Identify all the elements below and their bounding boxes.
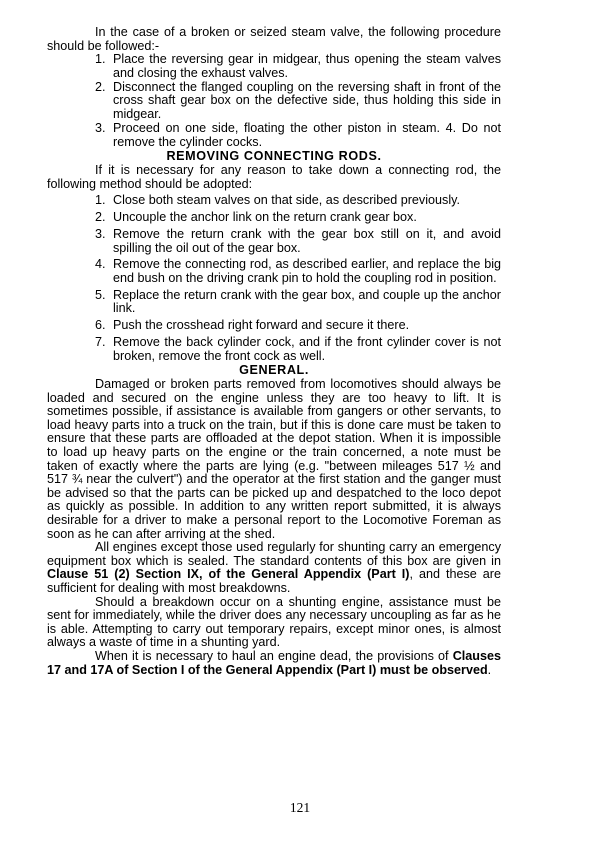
item-text: Uncouple the anchor link on the return crank gear box. (113, 210, 417, 225)
item-text: Place the reversing gear in midgear, thus opening the steam valves and closing the exhaust valves. (113, 52, 501, 80)
item-text: Close both steam valves on that side, as described previously. (113, 193, 460, 208)
paragraph-text: , and these are sufficient for dealing with most breakdowns. (47, 567, 501, 595)
page-number: 121 (289, 800, 311, 815)
clause-reference: Clause 51 (2) Section IX, of the General Appendix (Part I) (47, 567, 410, 582)
list-item (47, 81, 501, 122)
item-text: Proceed on one side, floating the other piston in steam. 4. Do not remove the cylinder cocks. (113, 121, 501, 149)
rod-steps (47, 194, 501, 363)
list-item (47, 258, 501, 285)
rods-heading: REMOVING CONNECTING RODS. (166, 149, 382, 164)
steam-valve-steps (47, 53, 501, 149)
list-item (47, 122, 501, 149)
list-item (47, 211, 501, 225)
clause-reference: Clauses 17 and 17A of Section I of the General Appendix (Part I) must be observed (47, 648, 501, 677)
item-text: Replace the return crank with the gear box, and couple up the anchor link. (113, 287, 501, 316)
item-number: 1. (95, 193, 106, 208)
item-number: 6. (95, 318, 106, 333)
list-item (47, 53, 501, 80)
item-number: 3. (95, 121, 106, 136)
list-item (47, 194, 501, 208)
general-heading: GENERAL. (239, 363, 309, 378)
general-paragraph-1: Damaged or broken parts removed from locomotives should always be loaded and secured on the engine unless they are too heavy to lift. It is sometimes possible, if assistance is available from gangers or other servants, to load heavy parts into a truck on the train, but if this is done care must be taken to ensure that these parts are offloaded at the depot station. When it is impossible to load up heavy parts on the engine or the train concerned, a note must be taken of exactly where the parts are lying (e.g. "between mileages 517 ½ and 517 ¾ near the culvert") and the operator at the first station and the ganger must be advised so that the parts can be picked up and despatched to the loco depot as quickly as possible. In addition to any written report submitted, it is always desirable for a driver to make a personal report to the Locomotive Foreman as soon as he can after arriving at the shed. (47, 377, 501, 541)
list-item (47, 289, 501, 316)
list-item (47, 336, 501, 363)
paragraph-text: When it is necessary to haul an engine dead, the provisions of (95, 648, 453, 663)
general-paragraph-2 (47, 541, 501, 595)
item-text: Remove the back cylinder cock, and if the front cylinder cover is not broken, remove the front cock as well. (113, 335, 501, 363)
item-text: Push the crosshead right forward and secure it there. (113, 318, 410, 333)
list-item (47, 228, 501, 255)
paragraph-text: . (487, 662, 492, 677)
item-number: 1. (95, 52, 106, 67)
list-item (47, 319, 501, 333)
paragraph-text: All engines except those used regularly for shunting carry an emergency equipment box which is sealed. The standard contents of this box are given in (47, 540, 501, 568)
item-number: 5. (95, 287, 106, 302)
general-paragraph-4 (47, 650, 501, 677)
general-section (47, 378, 501, 677)
general-paragraph-3: Should a breakdown occur on a shunting engine, assistance must be sent for immediately, while the driver does any necessary uncoupling as far as he is able. Attempting to carry out temporary repairs, except minor ones, is almost always a waste of time in a shunting yard. (47, 594, 501, 650)
item-text: Remove the return crank with the gear box still on it, and avoid spilling the oil out of the gear box. (113, 226, 501, 255)
item-number: 3. (95, 226, 106, 241)
rods-intro: If it is necessary for any reason to take down a connecting rod, the following method should be adopted: (47, 162, 501, 191)
item-number: 7. (95, 335, 106, 350)
item-number: 2. (95, 79, 106, 94)
document-page (47, 26, 501, 677)
item-text: Remove the connecting rod, as described earlier, and replace the big end bush on the driving crank pin to hold the coupling rod in position. (113, 257, 501, 285)
item-number: 4. (95, 257, 106, 272)
item-number: 2. (95, 210, 106, 225)
item-text: Disconnect the flanged coupling on the reversing shaft in front of the cross shaft gear box on the defective side, thus holding this side in midgear. (113, 79, 501, 122)
steam-valve-intro: In the case of a broken or seized steam valve, the following procedure should be followed:- (47, 25, 501, 53)
